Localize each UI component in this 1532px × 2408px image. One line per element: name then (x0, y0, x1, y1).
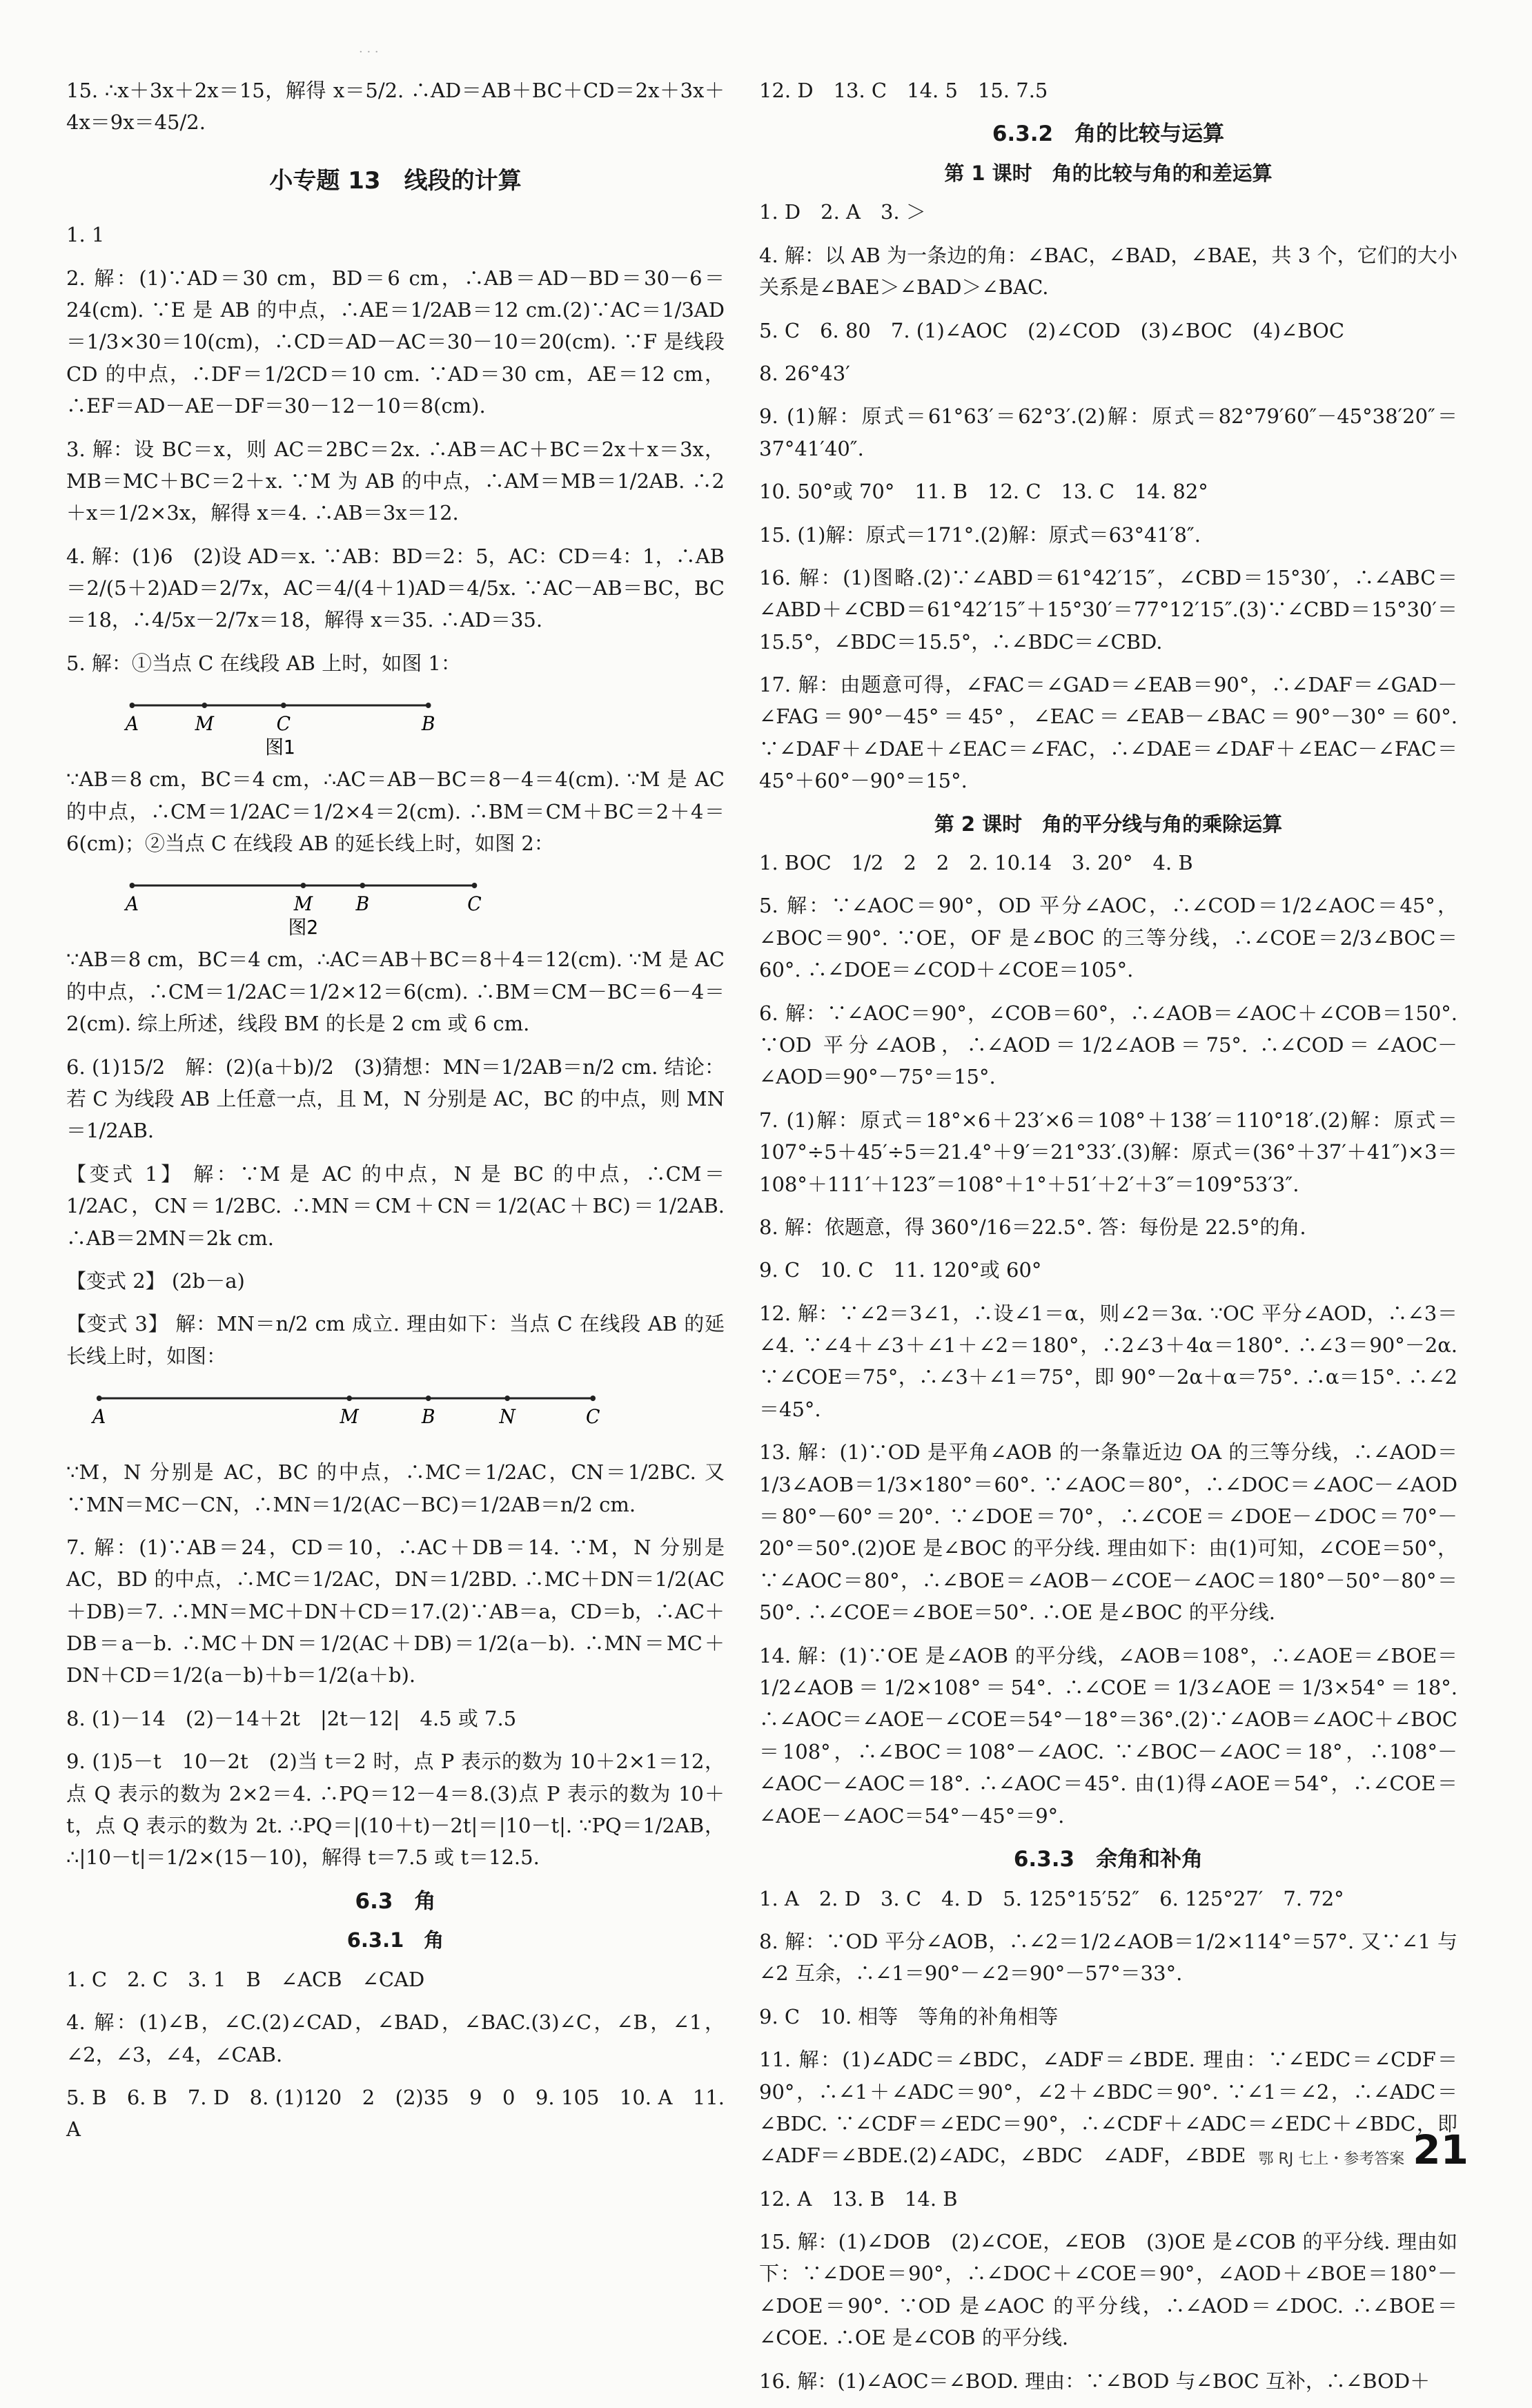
segment-diagram-fig3 (66, 1383, 725, 1449)
answer-item: 【变式 3】 解：MN＝n/2 cm 成立. 理由如下：当点 C 在线段 AB 的延长线上时，如图： (66, 1312, 725, 1368)
point-A (97, 1396, 102, 1401)
answer-item: 6. (1)15/2 解：(2)(a＋b)/2 (3)猜想：MN＝1/2AB＝n/2 cm. 结论：若 C 为线段 AB 上任意一点，且 M，N 分别是 AC，BC 的中点，则 MN＝1/2AB. (66, 1055, 725, 1143)
point-label-M: M (293, 893, 313, 916)
answer-item: 4. 解：以 AB 为一条边的角：∠BAC，∠BAD，∠BAE，共 3 个，它们的大小关系是∠BAE＞∠BAD＞∠BAC. (759, 243, 1457, 300)
answer-item: 8. 解：依题意，得 360°/16＝22.5°. 答：每份是 22.5°的角. (759, 1215, 1306, 1239)
scan-mark: · · · (359, 45, 379, 59)
answer-item: ∵AB＝8 cm，BC＝4 cm，∴AC＝AB－BC＝8－4＝4(cm). ∵M 是 AC 的中点，∴CM＝1/2AC＝1/2×4＝2(cm). ∴BM＝CM＋BC＝2＋4＝6(cm)；②当点 C 在线段 AB 的延长线上时，如图 2： (66, 767, 725, 856)
point-B (360, 883, 365, 888)
answer-item: 9. C 10. 相等 等角的补角相等 (759, 2004, 1059, 2028)
answer-item: 16. 解：(1)图略.(2)∵∠ABD＝61°42′15″，∠CBD＝15°30′，∴∠ABC＝∠ABD＋∠CBD＝61°42′15″＋15°30′＝77°12′15″.(3)∵∠CBD＝15°30′＝15.5°，∠BDC＝15.5°，∴∠BDC＝∠CBD. (759, 565, 1457, 654)
answer-item: 4. 解：(1)∠B，∠C.(2)∠CAD，∠BAD，∠BAC.(3)∠C，∠B，∠1，∠2，∠3，∠4，∠CAB. (66, 2010, 725, 2066)
answer-item: 12. D 13. C 14. 5 15. 7.5 (759, 79, 1048, 102)
answer-item: 1. D 2. A 3. ＞ (759, 200, 926, 224)
section-heading: 第 2 课时 角的平分线与角的乘除运算 (934, 812, 1283, 836)
point-N (504, 1396, 510, 1401)
point-label-C: C (585, 1406, 600, 1429)
answer-item: 【变式 2】 (2b－a) (66, 1269, 245, 1293)
point-label-A: A (125, 893, 139, 916)
answer-item: 4. 解：(1)6 (2)设 AD＝x. ∵AB：BD＝2：5，AC：CD＝4：1，∴AB＝2/(5＋2)AD＝2/7x，AC＝4/(4＋1)AD＝4/5x. ∵AC－AB＝BC，BC＝18，∴4/5x－2/7x＝18，解得 x＝35. ∴AD＝35. (66, 544, 725, 632)
answer-item: 15. (1)解：原式＝171°.(2)解：原式＝63°41′8″. (759, 522, 1201, 547)
point-M (301, 883, 306, 888)
answer-item: 1. A 2. D 3. C 4. D 5. 125°15′52″ 6. 125°27′ 7. 72° (759, 1886, 1344, 1910)
answer-item: 17. 解：由题意可得，∠FAC＝∠GAD＝∠EAB＝90°，∴∠DAF＝∠GAD－∠FAG＝90°－45°＝45°，∠EAC＝∠EAB－∠BAC＝90°－30°＝60°. ∵∠DAF＋∠DAE＋∠EAC＝∠FAC，∴∠DAE＝∠DAF＋∠EAC－∠FAC＝45°＋60°－90°＝15°. (759, 673, 1457, 793)
point-label-B: B (421, 1406, 435, 1429)
section-heading: 6.3.1 角 (346, 1928, 444, 1952)
point-label-N: N (499, 1406, 515, 1429)
answer-item: 7. (1)解：原式＝18°×6＋23′×6＝108°＋138′＝110°18′.(2)解：原式＝107°÷5＋45′÷5＝21.4°＋9′＝21°33′.(3)解：原式＝(36°＋37′＋41″)×3＝108°＋111′＋123″＝108°＋1°＋51′＋2′＋3″＝109°53′3″. (759, 1108, 1457, 1196)
answer-item: 16. 解：(1)∠AOC＝∠BOD. 理由：∵∠BOD 与∠BOC 互补，∴∠BOD＋ (759, 2369, 1431, 2393)
point-C (281, 703, 286, 708)
segment-figure (66, 870, 725, 937)
section-heading: 6.3.2 角的比较与运算 (992, 121, 1225, 147)
answer-item: 1. BOC 1/2 2 2 2. 10.14 3. 20° 4. B (759, 851, 1193, 875)
point-M (346, 1396, 352, 1401)
point-label-M: M (340, 1406, 359, 1429)
answer-item: ∵M，N 分别是 AC，BC 的中点，∴MC＝1/2AC，CN＝1/2BC. 又∵MN＝MC－CN，∴MN＝1/2(AC－BC)＝1/2AB＝n/2 cm. (66, 1460, 725, 1516)
section-heading: 小专题 13 线段的计算 (269, 166, 522, 195)
answer-item: 15. 解：(1)∠DOB (2)∠COE，∠EOB (3)OE 是∠COB 的平分线. 理由如下：∵∠DOE＝90°，∴∠DOC＋∠COE＝90°，∠AOD＋∠BOE＝180°－∠DOE＝90°. ∵OD 是∠AOC 的平分线，∴∠AOD＝∠DOC. ∴∠BOE＝∠COE. ∴OE 是∠COB 的平分线. (759, 2230, 1457, 2350)
answer-item: 1. C 2. C 3. 1 B ∠ACB ∠CAD (66, 1967, 425, 1991)
answer-item: 9. (1)5－t 10－2t (2)当 t＝2 时，点 P 表示的数为 10＋2×1＝12，点 Q 表示的数为 2×2＝4. ∴PQ＝12－4＝8.(3)点 P 表示的数为 10＋t，点 Q 表示的数为 2t. ∴PQ＝|(10＋t)－2t|＝|10－t|. ∵PQ＝1/2AB，∴|10－t|＝1/2×(15－10)，解得 t＝7.5 或 t＝12.5. (66, 1750, 725, 1870)
point-label-A: A (125, 713, 139, 736)
point-label-M: M (195, 713, 215, 736)
answer-item: 【变式 1】 解：∵M 是 AC 的中点，N 是 BC 的中点，∴CM＝1/2AC，CN＝1/2BC. ∴MN＝CM＋CN＝1/2(AC＋BC)＝1/2AB. ∴AB＝2MN＝2k cm. (66, 1162, 725, 1250)
page-footer (1259, 2118, 1469, 2182)
answer-item: 11. 解：(1)∠ADC＝∠BDC，∠ADF＝∠BDE. 理由：∵∠EDC＝∠CDF＝90°，∴∠1＋∠ADC＝90°，∠2＋∠BDC＝90°. ∵∠1＝∠2，∴∠ADC＝∠BDC. ∵∠CDF＝∠EDC＝90°，∴∠CDF＋∠ADC＝∠EDC＋∠BDC，即∠ADF＝∠BDE.(2)∠ADC，∠BDC ∠ADF，∠BDE (759, 2048, 1457, 2168)
page-number: 21 (1413, 2126, 1469, 2174)
point-B (426, 703, 431, 708)
answer-item: 5. B 6. B 7. D 8. (1)120 2 (2)35 9 0 9. 105 10. A 11. A (66, 2085, 725, 2142)
book-label: 鄂 RJ 七上・参考答案 (1258, 2151, 1405, 2169)
segment-diagram-fig1 (66, 690, 725, 756)
point-M (202, 703, 208, 708)
figure-caption: 图2 (288, 917, 319, 937)
point-label-B: B (355, 893, 370, 916)
answer-item: 3. 解：设 BC＝x，则 AC＝2BC＝2x. ∴AB＝AC＋BC＝2x＋x＝3x，MB＝MC＋BC＝2＋x. ∵M 为 AB 的中点，∴AM＝MB＝1/2AB. ∴2＋x＝1/2×3x，解得 x＝4. ∴AB＝3x＝12. (66, 437, 725, 525)
segment-figure (66, 690, 725, 756)
right-column (759, 75, 1457, 2408)
answer-item: 9. (1)解：原式＝61°63′＝62°3′.(2)解：原式＝82°79′60″－45°38′20″＝37°41′40″. (759, 404, 1457, 460)
point-label-C: C (276, 713, 291, 736)
answer-item: 5. 解：∵∠AOC＝90°，OD 平分∠AOC，∴∠COD＝1/2∠AOC＝45°，∠BOC＝90°. ∵OE，OF 是∠BOC 的三等分线，∴∠COE＝2/3∠BOC＝60°. ∴∠DOE＝∠COD＋∠COE＝105°. (759, 894, 1457, 982)
answer-item: 10. 50°或 70° 11. B 12. C 13. C 14. 82° (759, 480, 1208, 504)
point-label-C: C (467, 893, 482, 916)
answer-item: 9. C 10. C 11. 120°或 60° (759, 1258, 1042, 1282)
answer-item: 13. 解：(1)∵OD 是平角∠AOB 的一条靠近边 OA 的三等分线，∴∠AOD＝1/3∠AOB＝1/3×180°＝60°. ∵∠AOC＝80°，∴∠DOC＝∠AOC－∠AOD＝80°－60°＝20°. ∵∠DOE＝70°，∴∠COE＝∠DOE－∠DOC＝70°－20°＝50°.(2)OE 是∠BOC 的平分线. 理由如下：由(1)可知，∠COE＝50°，∵∠AOC＝80°，∴∠BOE＝∠AOB－∠COE－∠AOC＝180°－50°－80°＝50°. ∴∠COE＝∠BOE＝50°. ∴OE 是∠BOC 的平分线. (759, 1440, 1457, 1625)
point-C (590, 1396, 596, 1401)
figure-caption: 图1 (265, 736, 295, 757)
answer-item: ∵AB＝8 cm，BC＝4 cm，∴AC＝AB＋BC＝8＋4＝12(cm). ∵M 是 AC 的中点，∴CM＝1/2AC＝1/2×12＝6(cm). ∴BM＝CM－BC＝6－4＝2(cm). 综上所述，线段 BM 的长是 2 cm 或 6 cm. (66, 948, 725, 1036)
point-A (130, 703, 135, 708)
answer-item: 1. 1 (66, 223, 105, 247)
section-heading: 第 1 课时 角的比较与角的和差运算 (944, 161, 1273, 185)
answer-item: 8. 26°43′ (759, 361, 850, 385)
left-column (66, 75, 725, 2157)
answer-item: 15. ∴x＋3x＋2x＝15，解得 x＝5/2. ∴AD＝AB＋BC＋CD＝2x＋3x＋4x＝9x＝45/2. (66, 79, 725, 135)
point-A (130, 883, 135, 888)
segment-figure (66, 1383, 725, 1449)
segment-diagram-fig2 (66, 870, 725, 937)
point-C (472, 883, 478, 888)
answer-item: 2. 解：(1)∵AD＝30 cm，BD＝6 cm，∴AB＝AD－BD＝30－6＝24(cm). ∵E 是 AB 的中点，∴AE＝1/2AB＝12 cm.(2)∵AC＝1/3AD＝1/3×30＝10(cm)，∴CD＝AD－AC＝30－10＝20(cm). ∵F 是线段 CD 的中点，∴DF＝1/2CD＝10 cm. ∵AD＝30 cm，AE＝12 cm，∴EF＝AD－AE－DF＝30－12－10＝8(cm). (66, 266, 725, 418)
point-B (426, 1396, 431, 1401)
answer-item: 6. 解：∵∠AOC＝90°，∠COB＝60°，∴∠AOB＝∠AOC＋∠COB＝150°. ∵OD 平分∠AOB，∴∠AOD＝1/2∠AOB＝75°. ∴∠COD＝∠AOC－∠AOD＝90°－75°＝15°. (759, 1001, 1457, 1089)
answer-item: 5. C 6. 80 7. (1)∠AOC (2)∠COD (3)∠BOC (4)∠BOC (759, 318, 1345, 342)
answer-item: 8. 解：∵OD 平分∠AOB，∴∠2＝1/2∠AOB＝1/2×114°＝57°. 又∵∠1 与∠2 互余，∴∠1＝90°－∠2＝90°－57°＝33°. (759, 1929, 1457, 1986)
answer-item: 12. 解：∵∠2＝3∠1，∴设∠1＝α，则∠2＝3α. ∵OC 平分∠AOD，∴∠3＝∠4. ∵∠4＋∠3＋∠1＋∠2＝180°，∴2∠3＋4α＝180°. ∴∠3＝90°－2α. ∵∠COE＝75°，∴∠3＋∠1＝75°，即 90°－2α＋α＝75°. ∴α＝15°. ∴∠2＝45°. (759, 1301, 1457, 1421)
answer-item: 7. 解：(1)∵AB＝24，CD＝10，∴AC＋DB＝14. ∵M，N 分别是 AC，BD 的中点，∴MC＝1/2AC，DN＝1/2BD. ∴MC＋DN＝1/2(AC＋DB)＝7. ∴MN＝MC＋DN＋CD＝17.(2)∵AB＝a，CD＝b，∴AC＋DB＝a－b. ∴MC＋DN＝1/2(AC＋DB)＝1/2(a－b). ∴MN＝MC＋DN＋CD＝1/2(a－b)＋b＝1/2(a＋b). (66, 1535, 725, 1687)
answer-item: 14. 解：(1)∵OE 是∠AOB 的平分线，∠AOB＝108°，∴∠AOE＝∠BOE＝1/2∠AOB＝1/2×108°＝54°. ∴∠COE＝1/3∠AOE＝1/3×54°＝18°. ∴∠AOC＝∠AOE－∠COE＝54°－18°＝36°.(2)∵∠AOB＝∠AOC＋∠BOC＝108°，∴∠BOC＝108°－∠AOC. ∵∠BOC－∠AOC＝18°，∴108°－∠AOC－∠AOC＝18°. ∴∠AOC＝45°. 由(1)得∠AOE＝54°，∴∠COE＝∠AOE－∠AOC＝54°－45°＝9°. (759, 1643, 1457, 1828)
answer-item: 5. 解：①当点 C 在线段 AB 上时，如图 1： (66, 651, 461, 675)
section-heading: 6.3 角 (355, 1888, 436, 1914)
answer-item: 12. A 13. B 14. B (759, 2186, 958, 2211)
point-label-B: B (421, 713, 435, 736)
answer-item: 8. (1)－14 (2)－14＋2t |2t－12| 4.5 或 7.5 (66, 1706, 517, 1730)
section-heading: 6.3.3 余角和补角 (1013, 1846, 1204, 1872)
point-label-A: A (92, 1406, 106, 1429)
